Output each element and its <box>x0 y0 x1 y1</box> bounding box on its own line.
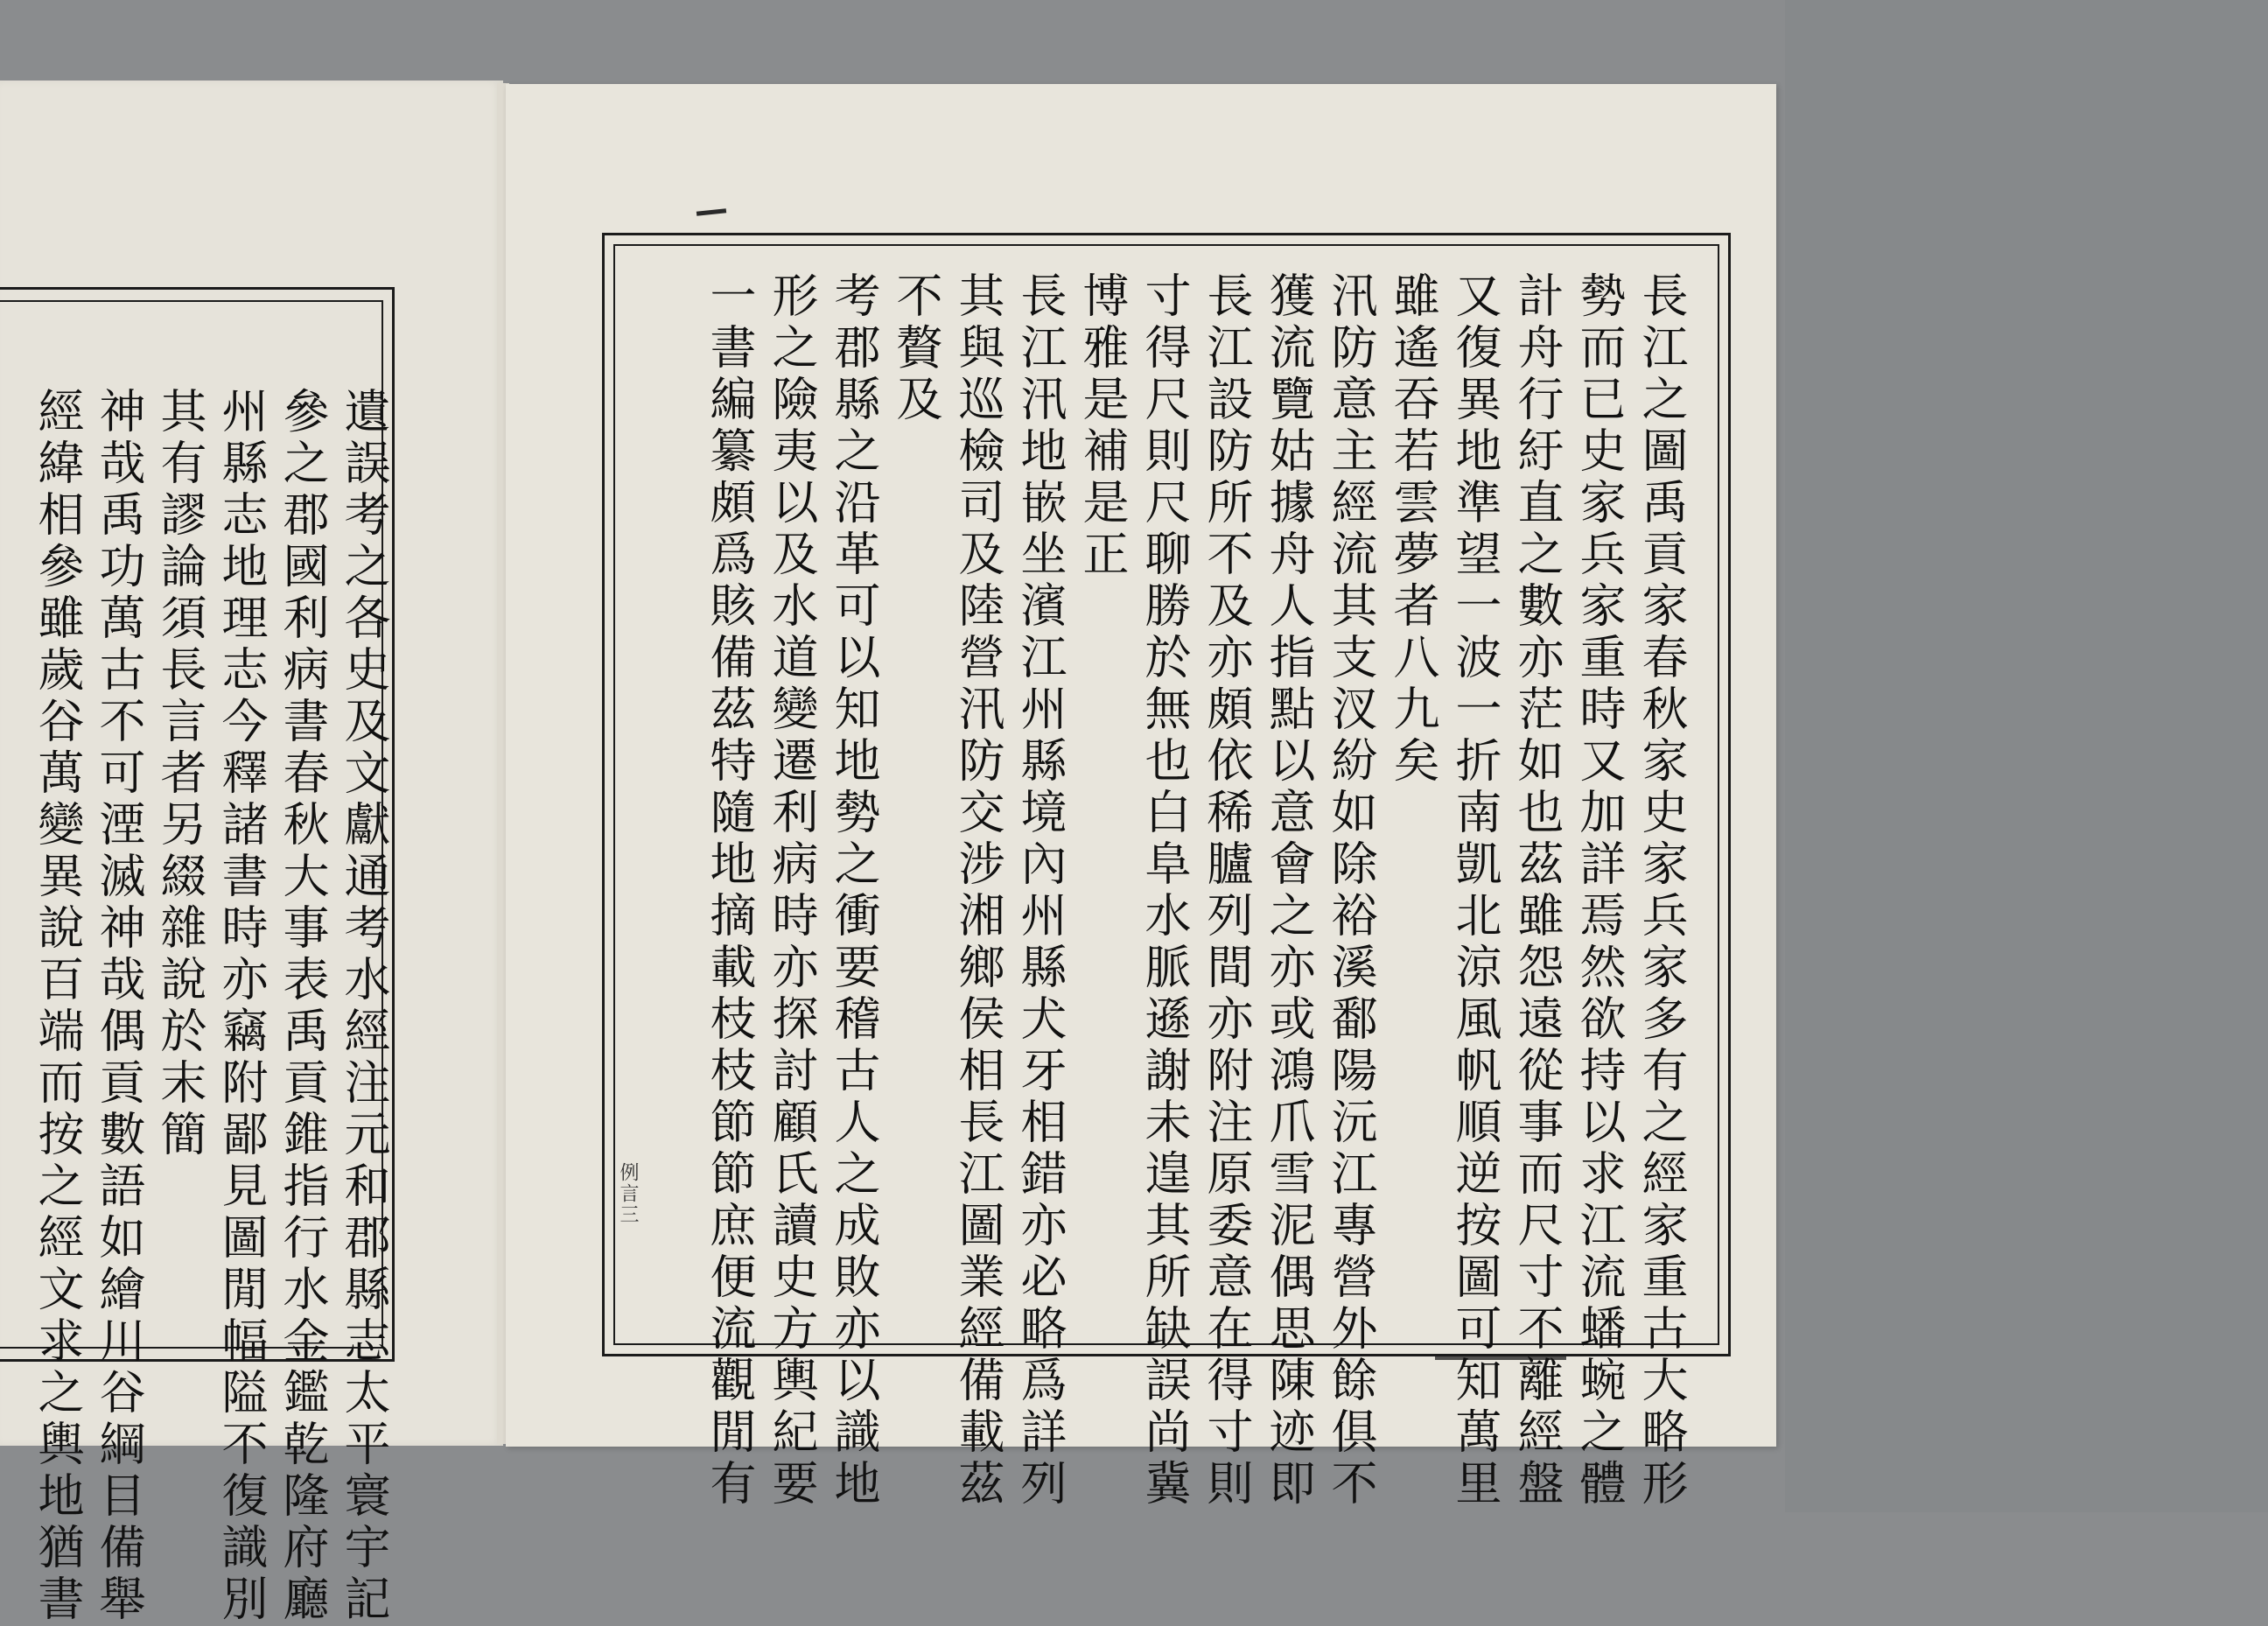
text-column: 雖遙吞若雲夢者八九矣 <box>1386 271 1439 788</box>
text-column: 其有謬論須長言者另綴雜說於末簡 <box>153 387 206 1161</box>
text-column: 勢而已史家兵家重時又加詳焉然欲持以求江流蟠蜿之體 <box>1572 271 1626 1510</box>
text-column: 考郡縣之沿革可以知地勢之衝要稽古人之成敗亦以識地 <box>827 271 880 1510</box>
text-column: 長江設防所不及亦頗依稀臚列間亦附注原委意在得寸則 <box>1200 271 1253 1510</box>
text-column: 長江汛地嵌坐濱江州縣境內州縣犬牙相錯亦必略爲詳列 <box>1013 271 1067 1510</box>
text-column: 又復異地準望一波一折南凱北涼風帆順逆按圖可知萬里 <box>1448 271 1502 1510</box>
ink-mark <box>696 208 726 216</box>
text-column: 長江之圖禹貢家春秋家史家兵家多有之經家重古大略形 <box>1634 271 1688 1510</box>
text-column: 計舟行紆直之數亦茫如也茲雖怨遠從事而尺寸不離經盤 <box>1510 271 1564 1510</box>
text-column: 一書編纂頗爲賅備茲特隨地摘載枝枝節節庶便流觀閒有 <box>703 271 756 1510</box>
text-column: 神哉禹功萬古不可湮滅神哉偶貢數語如繪川谷綱目備舉 <box>92 387 145 1626</box>
text-column: 其與巡檢司及陸營汛防交涉湘鄉侯相長江圖業經備載茲 <box>951 271 1004 1510</box>
text-column: 汛防意主經流其支汊紛如除裕溪鄱陽沅江專營外餘俱不 <box>1324 271 1377 1510</box>
text-column: 州縣志地理志今釋諸書時亦竊附鄙見圖閒幅隘不復識別 <box>214 387 268 1626</box>
text-column: 博雅是補是正 <box>1075 271 1129 581</box>
text-column: 寸得尺則尺聊勝於無也白阜水脈遜謝未遑其所缺誤尚冀 <box>1138 271 1191 1510</box>
text-column: 獲流覽姑據舟人指點以意會之亦或鴻爪雪泥偶思陳迹即 <box>1262 271 1315 1510</box>
folio-label: 例言三 <box>617 1162 639 1225</box>
text-column: 形之險夷以及水道變遷利病時亦探討顧氏讀史方輿紀要 <box>765 271 818 1510</box>
right-page <box>506 84 1776 1510</box>
text-column: 遺誤考之各史及文獻通考水經注元和郡縣志太平寰宇記 <box>337 387 390 1626</box>
text-column: 參之郡國利病書春秋大事表禹貢錐指行水金鑑乾隆府廳 <box>276 387 329 1626</box>
text-column: 不贅及 <box>889 271 942 426</box>
text-column: 經緯相參雖歲谷萬變異說百端而按之經文求之輿地猶書 <box>31 387 84 1626</box>
left-page <box>0 81 503 1626</box>
background-cloth <box>1785 0 2268 1512</box>
